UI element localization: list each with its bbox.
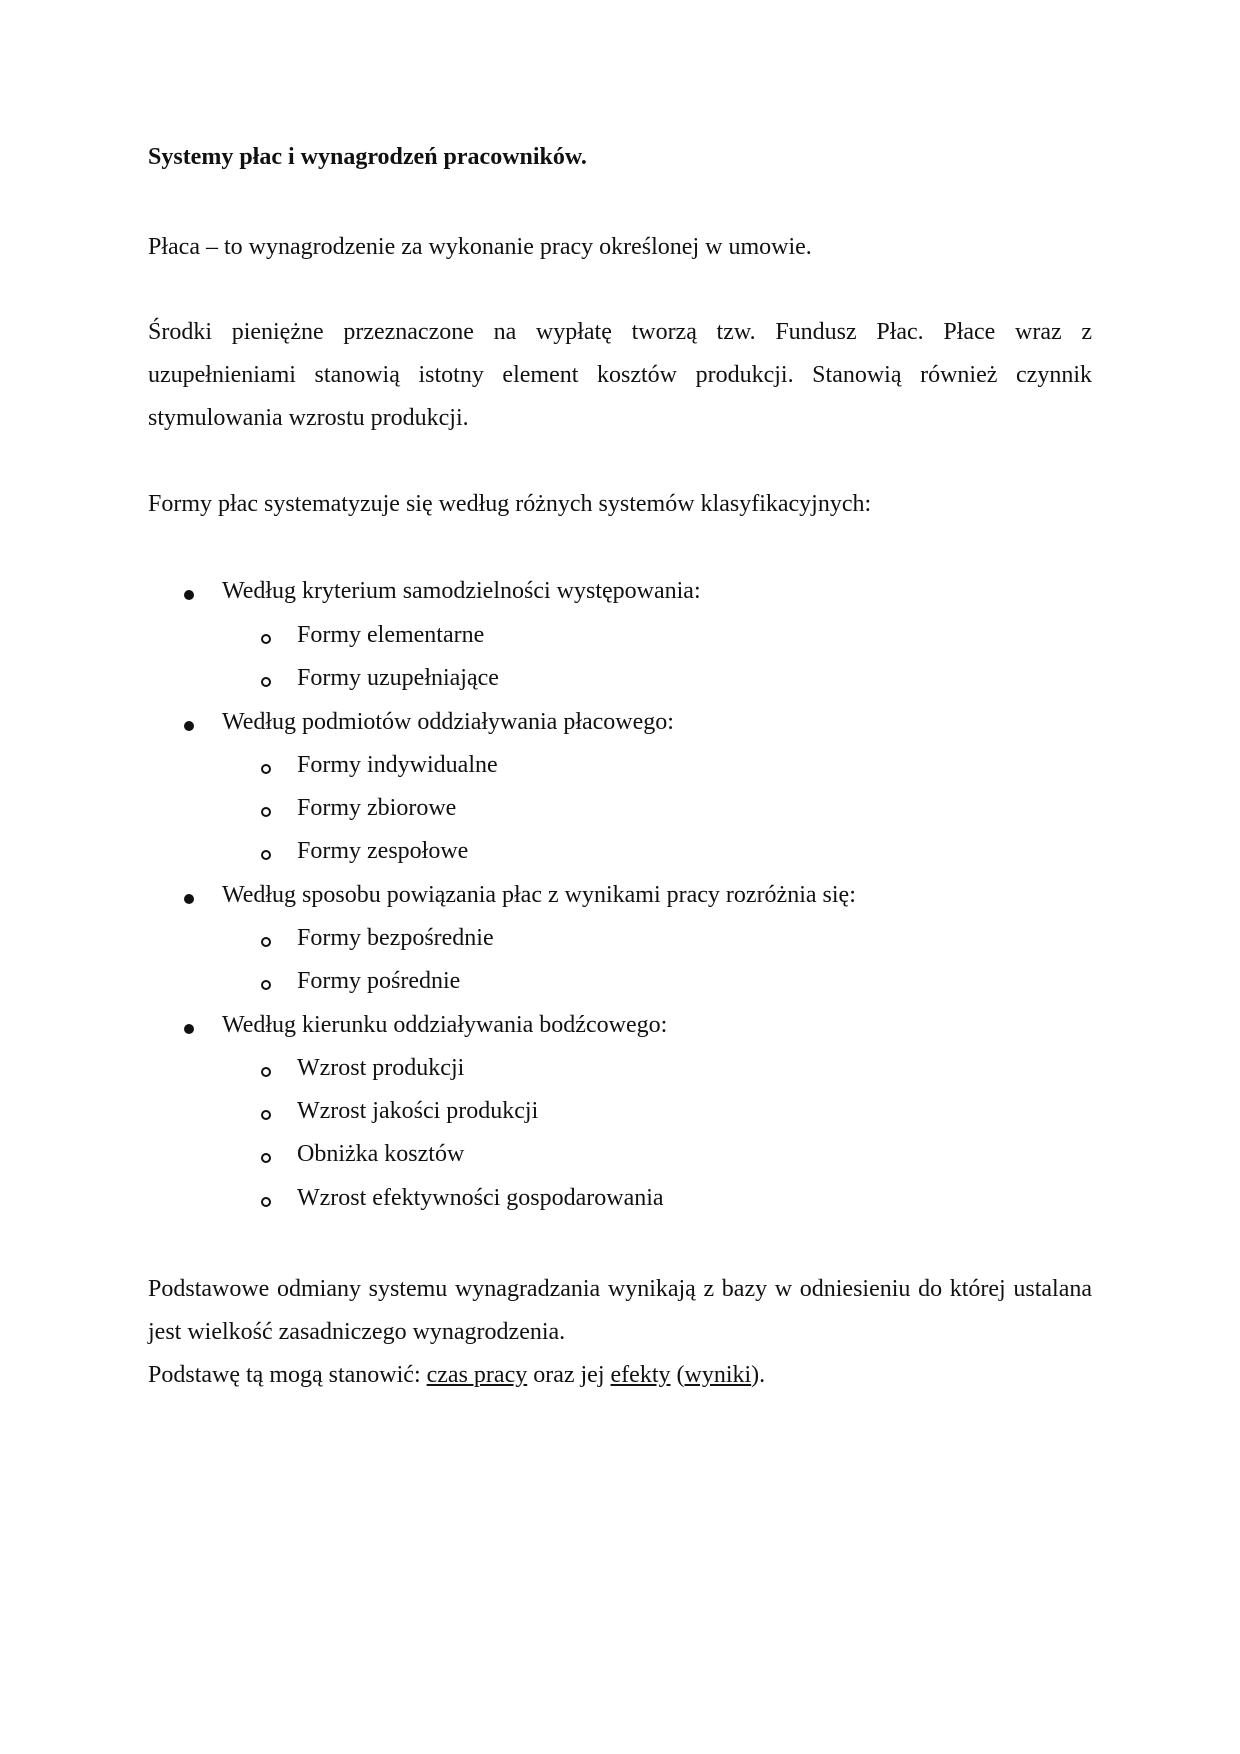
list-item: Formy zespołowe xyxy=(297,838,469,864)
definition-paragraph: Płaca – to wynagrodzenie za wykonanie pracy określonej w umowie. xyxy=(148,234,812,260)
circle-bullet-icon xyxy=(261,937,271,947)
classification-label: Według podmiotów oddziaływania płacowego: xyxy=(222,709,674,735)
classification-label: Według sposobu powiązania płac z wynikami pracy rozróżnia się: xyxy=(222,882,856,908)
basis-middle: oraz jej xyxy=(527,1362,611,1388)
forms-intro: Formy płac systematyzuje się według różnych systemów klasyfikacyjnych: xyxy=(148,491,872,517)
document-title: Systemy płac i wynagrodzeń pracowników. xyxy=(148,144,587,170)
circle-bullet-icon xyxy=(261,1153,271,1163)
funds-paragraph: Środki pieniężne przeznaczone na wypłatę tworzą tzw. Fundusz Płac. Płace wraz z uzupełnieniami stanowią istotny element kosztów produkcji. Stanowią również czynnik stymulowania wzrostu produkcji. xyxy=(148,319,1092,431)
list-item: Wzrost efektywności gospodarowania xyxy=(297,1185,664,1211)
list-item: Formy elementarne xyxy=(297,622,485,648)
term-work-time: czas pracy xyxy=(426,1362,528,1388)
basis-prefix: Podstawę tą mogą stanowić: xyxy=(148,1362,427,1388)
list-item: Formy indywidualne xyxy=(297,752,498,778)
term-results: wyniki xyxy=(684,1362,752,1388)
basis-suffix: ). xyxy=(751,1362,766,1388)
list-item: Wzrost jakości produkcji xyxy=(297,1098,539,1124)
basis-line xyxy=(148,1354,765,1397)
circle-bullet-icon xyxy=(261,980,271,990)
circle-bullet-icon xyxy=(261,850,271,860)
circle-bullet-icon xyxy=(261,1197,271,1207)
basis-paragraph: Podstawowe odmiany systemu wynagradzania wynikają z bazy w odniesieniu do której ustalana jest wielkość zasadniczego wynagrodzenia. xyxy=(148,1276,1092,1345)
circle-bullet-icon xyxy=(261,634,271,644)
list-item: Formy zbiorowe xyxy=(297,795,457,821)
bullet-icon xyxy=(184,894,194,904)
circle-bullet-icon xyxy=(261,1067,271,1077)
circle-bullet-icon xyxy=(261,764,271,774)
bullet-icon xyxy=(184,721,194,731)
list-item: Formy pośrednie xyxy=(297,968,461,994)
classification-label: Według kierunku oddziaływania bodźcowego: xyxy=(222,1012,668,1038)
list-item: Wzrost produkcji xyxy=(297,1055,465,1081)
circle-bullet-icon xyxy=(261,677,271,687)
list-item: Formy uzupełniające xyxy=(297,665,499,691)
circle-bullet-icon xyxy=(261,1110,271,1120)
basis-space: ( xyxy=(670,1362,685,1388)
circle-bullet-icon xyxy=(261,807,271,817)
bullet-icon xyxy=(184,590,194,600)
bullet-icon xyxy=(184,1024,194,1034)
classification-label: Według kryterium samodzielności występowania: xyxy=(222,578,701,604)
list-item: Formy bezpośrednie xyxy=(297,925,494,951)
list-item: Obniżka kosztów xyxy=(297,1141,465,1167)
term-effects: efekty xyxy=(610,1362,671,1388)
